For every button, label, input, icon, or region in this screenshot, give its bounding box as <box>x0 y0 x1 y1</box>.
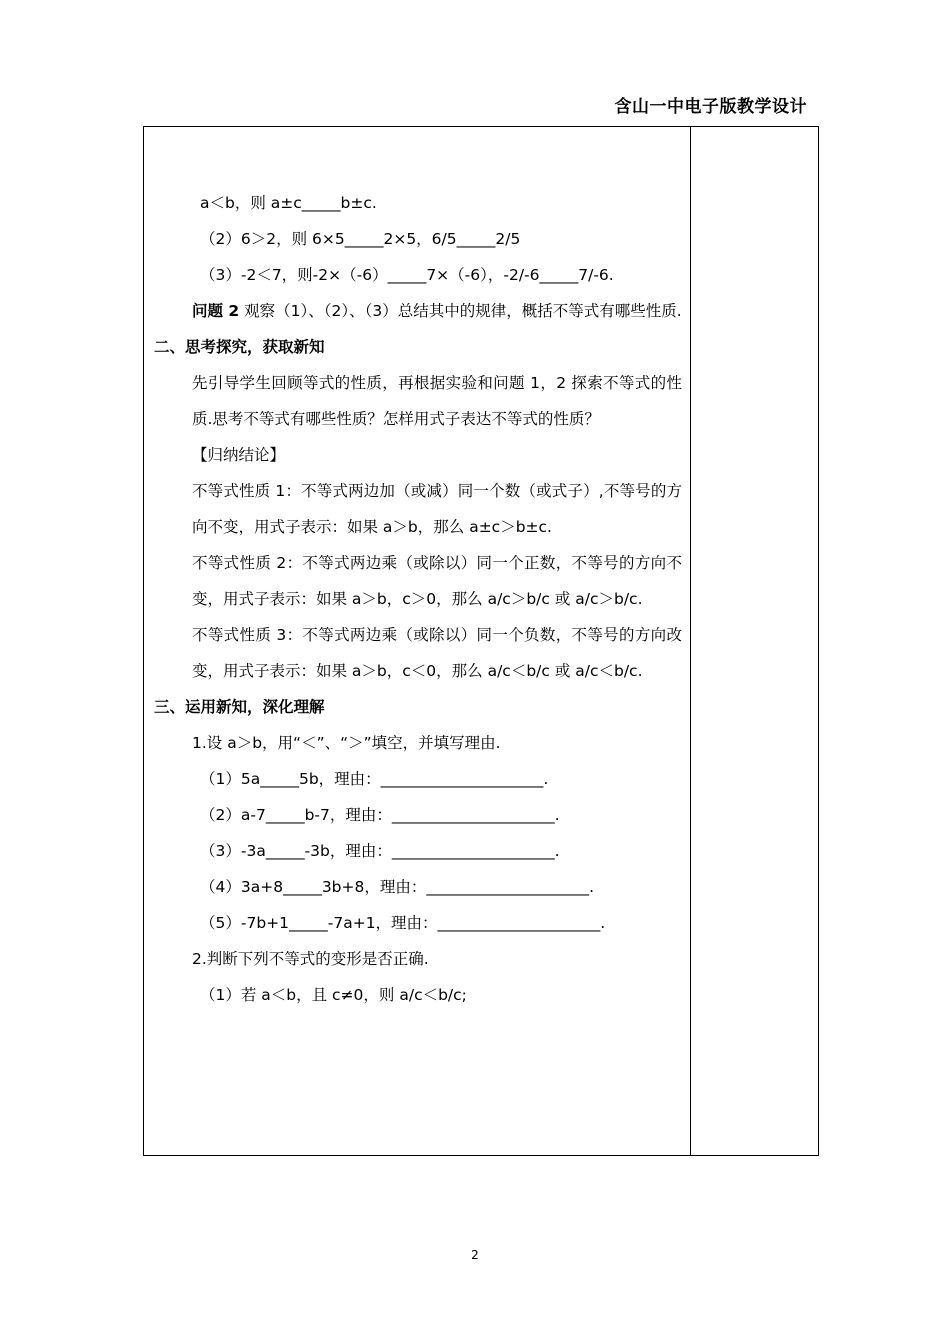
text-line: a＜b，则 a±c_____b±c. <box>200 194 377 212</box>
document-header: 含山一中电子版教学设计 <box>614 97 807 117</box>
question-2-label: 问题 2 <box>192 302 240 320</box>
property-1: 不等式性质 1：不等式两边加（或减）同一个数（或式子）,不等号的方向不变，用式子表示：如果 a＞b，那么 a±c＞b±c. <box>192 482 682 536</box>
column-divider <box>690 127 691 1155</box>
exercise-2: 2.判断下列不等式的变形是否正确. <box>192 950 429 968</box>
exercise-item: （2）a-7_____b-7，理由：_____________________. <box>200 806 560 824</box>
lesson-table <box>143 126 819 1156</box>
lesson-content <box>154 185 682 1013</box>
exercise-item: （5）-7b+1_____-7a+1，理由：_____________________. <box>200 914 606 932</box>
property-2: 不等式性质 2：不等式两边乘（或除以）同一个正数，不等号的方向不变，用式子表示：如果 a＞b，c＞0，那么 a/c＞b/c 或 a/c＞b/c. <box>192 554 682 608</box>
section-3-title: 三、运用新知，深化理解 <box>154 698 325 716</box>
exercise-1: 1.设 a＞b，用“＜”、“＞”填空，并填写理由. <box>192 734 501 752</box>
section-2-title: 二、思考探究，获取新知 <box>154 338 325 356</box>
exercise-item: （1）5a_____5b，理由：_____________________. <box>200 770 549 788</box>
exercise-2-item: （1）若 a＜b，且 c≠0，则 a/c＜b/c; <box>200 986 467 1004</box>
question-2-text: 观察（1）、（2）、（3）总结其中的规律，概括不等式有哪些性质. <box>239 302 682 320</box>
exercise-item: （4）3a+8_____3b+8，理由：_____________________. <box>200 878 595 896</box>
page-number: 2 <box>471 1248 479 1262</box>
section-2-intro: 先引导学生回顾等式的性质，再根据实验和问题 1，2 探索不等式的性质.思考不等式有哪些性质？怎样用式子表达不等式的性质？ <box>192 374 682 428</box>
property-3: 不等式性质 3：不等式两边乘（或除以）同一个负数，不等号的方向改变，用式子表示：如果 a＞b，c＜0，那么 a/c＜b/c 或 a/c＜b/c. <box>192 626 682 680</box>
text-line: （2）6＞2，则 6×5_____2×5，6/5_____2/5 <box>200 230 521 248</box>
conclusion-label: 【归纳结论】 <box>192 446 286 464</box>
exercise-item: （3）-3a_____-3b，理由：_____________________. <box>200 842 560 860</box>
text-line: （3）-2＜7，则-2×（-6）_____7×（-6），-2/-6_____7/-6. <box>200 266 614 284</box>
question-2 <box>154 293 682 329</box>
